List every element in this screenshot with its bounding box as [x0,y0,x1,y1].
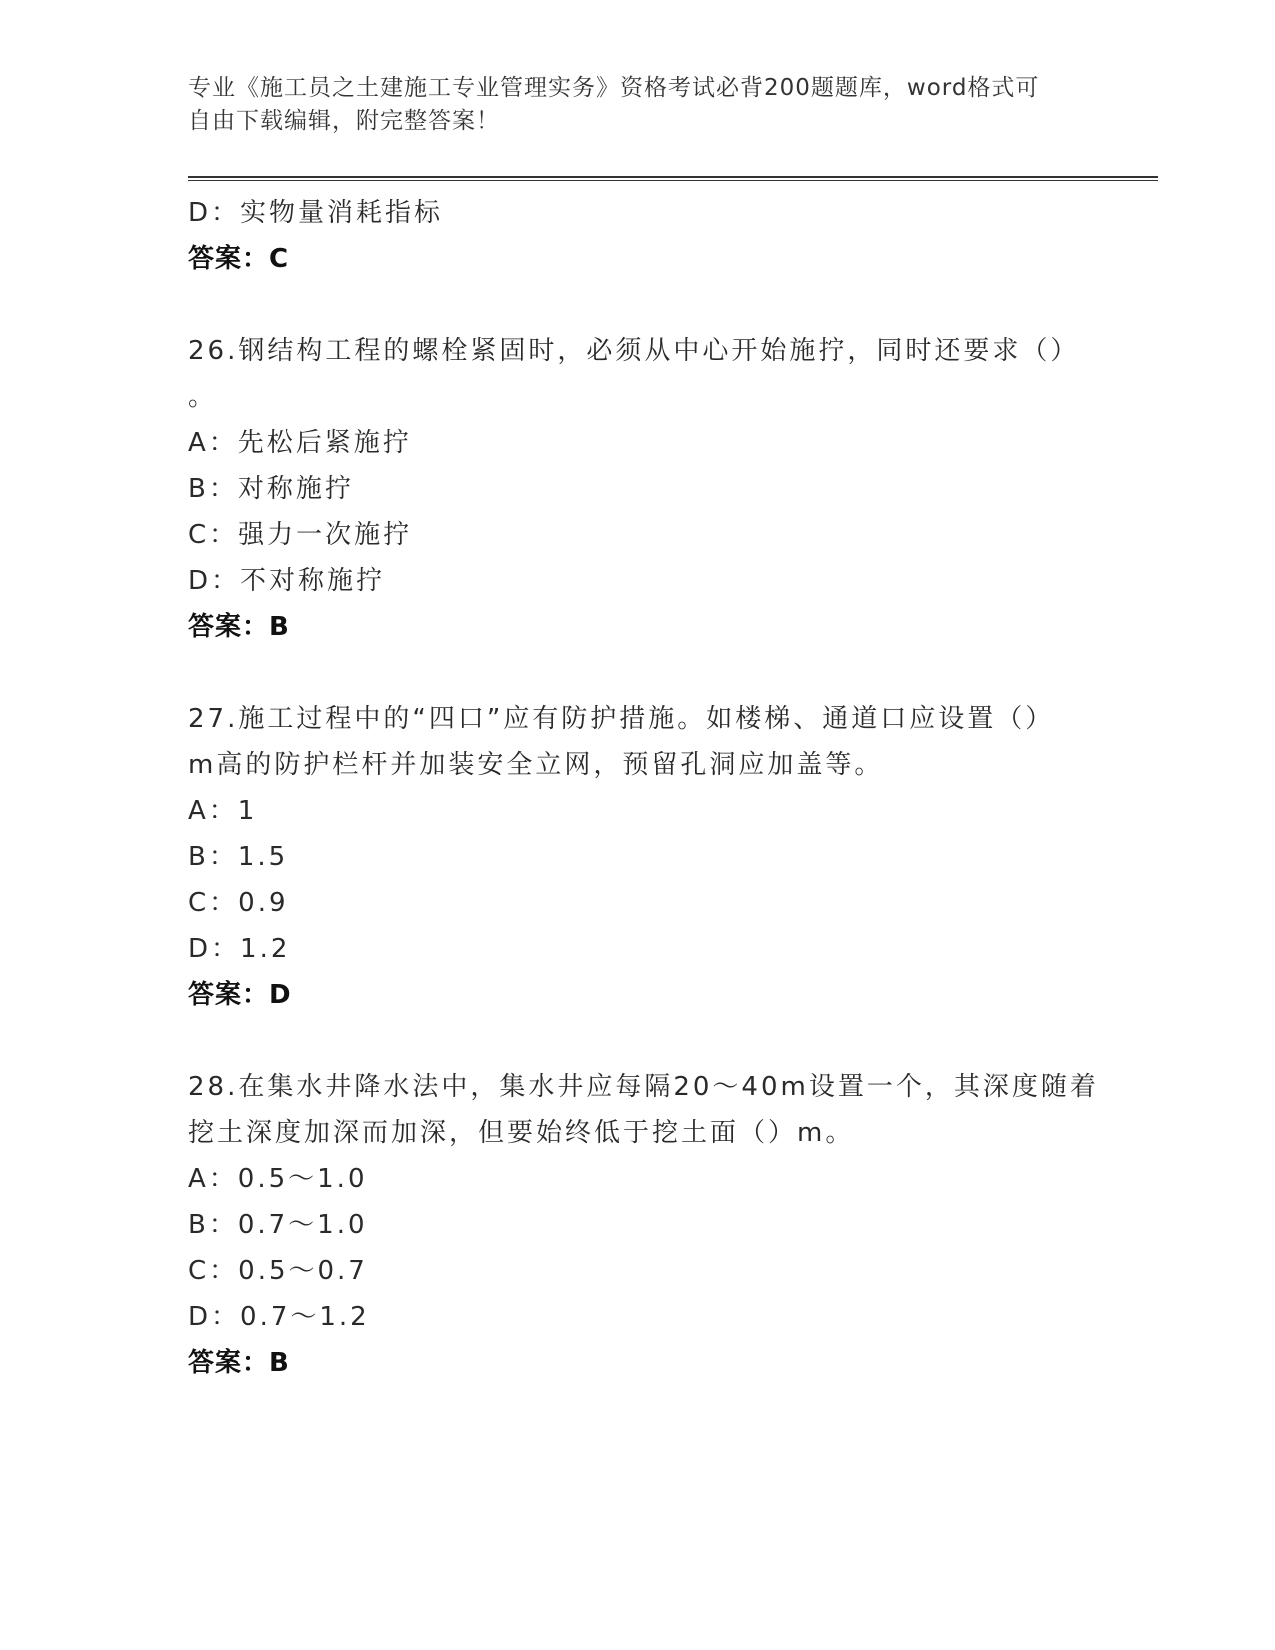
option-b: B：1.5 [188,842,289,872]
option-a: A：1 [188,796,258,826]
question-content [188,190,1099,1386]
answer: 答案：B [188,612,290,642]
spacer [188,1018,1088,1064]
page-header [188,72,1088,138]
header-divider [188,176,1158,181]
option-c: C：强力一次施拧 [188,520,413,550]
question-text-line-1: 27.施工过程中的“四口”应有防护措施。如楼梯、通道口应设置（） [188,704,1055,734]
answer: 答案：D [188,980,292,1010]
question-text-line-1: 26.钢结构工程的螺栓紧固时，必须从中心开始施拧，同时还要求（） [188,336,1080,366]
option-d: D：不对称施拧 [188,566,386,596]
option-b: B：0.7～1.0 [188,1210,368,1240]
question-text-line-1: 28.在集水井降水法中，集水井应每隔20～40m设置一个，其深度随着 [188,1072,1099,1102]
option-a: A：先松后紧施拧 [188,428,412,458]
header-title-line-2: 自由下载编辑，附完整答案！ [188,108,500,134]
question-text-line-2: 。 [188,382,218,412]
question-26 [188,328,1088,650]
question-27 [188,696,1088,1018]
option-d: D：0.7～1.2 [188,1302,370,1332]
question-28 [188,1064,1099,1386]
spacer [188,282,1088,328]
option-b: B：对称施拧 [188,474,354,504]
option-c: C：0.5～0.7 [188,1256,368,1286]
option-c: C：0.9 [188,888,289,918]
option-d: D：1.2 [188,934,291,964]
header-title-line-1: 专业《施工员之土建施工专业管理实务》资格考试必背200题题库，word格式可 [188,75,1040,101]
previous-option-d: D：实物量消耗指标 [188,198,444,228]
question-text-line-2: m高的防护栏杆并加装安全立网，预留孔洞应加盖等。 [188,750,884,780]
previous-answer: 答案：C [188,244,290,274]
option-a: A：0.5～1.0 [188,1164,368,1194]
answer: 答案：B [188,1348,290,1378]
spacer [188,650,1088,696]
question-text-line-2: 挖土深度加深而加深，但要始终低于挖土面（）m。 [188,1118,855,1148]
